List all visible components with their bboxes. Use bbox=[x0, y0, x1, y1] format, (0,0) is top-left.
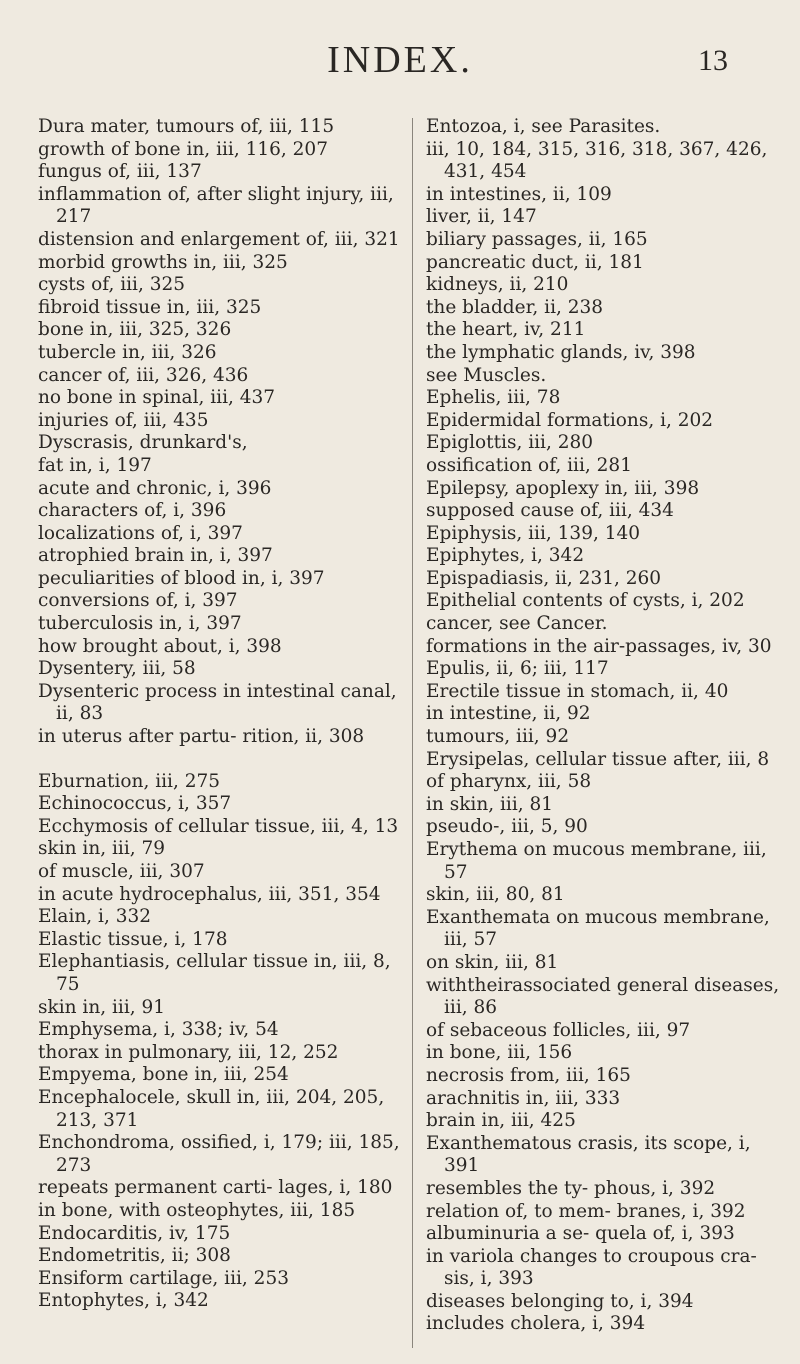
index-entry: Epidermidal formations, i, 202 bbox=[426, 409, 714, 431]
index-subentry: kidneys, ii, 210 bbox=[426, 274, 569, 296]
index-entry: Entophytes, i, 342 bbox=[38, 1290, 209, 1312]
index-subentry: of pharynx, iii, 58 bbox=[426, 771, 592, 793]
index-subentry: fibroid tissue in, iii, 325 bbox=[38, 296, 262, 318]
index-entry: Entozoa, i, see Parasites. bbox=[426, 116, 661, 137]
index-subentry: acute and chronic, i, 396 bbox=[38, 477, 272, 499]
index-subentry: supposed cause of, iii, 434 bbox=[426, 500, 674, 522]
left-column bbox=[38, 116, 406, 1313]
index-subentry: the lymphatic glands, iv, 398 bbox=[426, 341, 696, 363]
index-entry: Erectile tissue in stomach, ii, 40 bbox=[426, 680, 729, 702]
index-subentry: of muscle, iii, 307 bbox=[38, 861, 205, 882]
column-divider bbox=[412, 118, 413, 1348]
index-subentry: characters of, i, 396 bbox=[38, 500, 227, 522]
index-subentry: skin in, iii, 91 bbox=[38, 996, 166, 1018]
index-entry: Epithelial contents of cysts, i, 202 bbox=[426, 590, 745, 612]
index-subentry: ossification of, iii, 281 bbox=[426, 454, 632, 476]
index-subentry: growth of bone in, iii, 116, 207 bbox=[38, 138, 328, 160]
index-entry: Exanthematous crasis, its scope, i, 391 bbox=[426, 1132, 751, 1177]
index-subentry: in bone, iii, 156 bbox=[426, 1042, 573, 1064]
index-entry: Dura mater, tumours of, iii, 115 bbox=[38, 116, 335, 137]
index-subentry: resembles the ty- phous, i, 392 bbox=[426, 1177, 716, 1199]
index-entry: Dysenteric process in intestinal canal, ii, 83 bbox=[38, 680, 397, 725]
index-subentry: see Muscles. bbox=[426, 364, 547, 386]
index-entry: Epilepsy, apoplexy in, iii, 398 bbox=[426, 477, 700, 499]
index-subentry: formations in the air-passages, iv, 30 bbox=[426, 635, 772, 657]
index-subentry: cancer of, iii, 326, 436 bbox=[38, 364, 249, 386]
index-subentry: liver, ii, 147 bbox=[426, 206, 537, 228]
index-entry: Exanthemata on mucous membrane, iii, 57 bbox=[426, 906, 770, 951]
index-subentry: inflammation of, after slight injury, iii, 217 bbox=[38, 183, 394, 228]
index-entry: Eburnation, iii, 275 bbox=[38, 770, 221, 792]
index-entry: Encephalocele, skull in, iii, 204, 205, 213, 371 bbox=[38, 1086, 385, 1131]
index-entry: Elephantiasis, cellular tissue in, iii, 8, 75 bbox=[38, 951, 391, 995]
index-subentry: arachnitis in, iii, 333 bbox=[426, 1087, 621, 1109]
index-subentry: the bladder, ii, 238 bbox=[426, 296, 604, 318]
index-subentry: in intestines, ii, 109 bbox=[426, 183, 612, 205]
index-entry: Elastic tissue, i, 178 bbox=[38, 928, 228, 950]
index-entry: Epiphytes, i, 342 bbox=[426, 545, 585, 567]
index-subentry: relation of, to mem- branes, i, 392 bbox=[426, 1200, 746, 1222]
index-subentry: repeats permanent carti- lages, i, 180 bbox=[38, 1177, 393, 1199]
index-entry: Endometritis, ii; 308 bbox=[38, 1245, 231, 1267]
index-subentry: fungus of, iii, 137 bbox=[38, 161, 202, 183]
index-subentry: cysts of, iii, 325 bbox=[38, 274, 186, 296]
index-subentry: skin, iii, 80, 81 bbox=[426, 884, 565, 906]
index-subentry: necrosis from, iii, 165 bbox=[426, 1064, 631, 1086]
index-subentry: bone in, iii, 325, 326 bbox=[38, 319, 232, 341]
index-entry: Ecchymosis of cellular tissue, iii, 4, 13 bbox=[38, 815, 399, 837]
page-header bbox=[0, 38, 800, 98]
page-number: 13 bbox=[698, 44, 728, 77]
index-subentry: tumours, iii, 92 bbox=[426, 726, 570, 748]
index-entry: Elain, i, 332 bbox=[38, 906, 152, 928]
index-subentry: in intestine, ii, 92 bbox=[426, 703, 591, 725]
index-entry: Epiglottis, iii, 280 bbox=[426, 432, 594, 454]
index-subentry: no bone in spinal, iii, 437 bbox=[38, 387, 276, 409]
index-subentry: fat in, i, 197 bbox=[38, 454, 152, 476]
index-subentry: includes cholera, i, 394 bbox=[426, 1313, 646, 1335]
index-entry: Dyscrasis, drunkard's, bbox=[38, 432, 248, 454]
index-subentry: in acute hydrocephalus, iii, 351, 354 bbox=[38, 883, 381, 905]
index-subentry: diseases belonging to, i, 394 bbox=[426, 1290, 694, 1312]
index-subentry: atrophied brain in, i, 397 bbox=[38, 545, 273, 567]
index-subentry: tuberculosis in, i, 397 bbox=[38, 613, 242, 635]
index-entry: Enchondroma, ossified, i, 179; iii, 185, 273 bbox=[38, 1132, 400, 1176]
index-subentry: albuminuria a se- quela of, i, 393 bbox=[426, 1223, 735, 1245]
index-subentry: pseudo-, iii, 5, 90 bbox=[426, 816, 588, 838]
index-subentry: in bone, with osteophytes, iii, 185 bbox=[38, 1199, 356, 1221]
index-subentry: localizations of, i, 397 bbox=[38, 522, 243, 544]
entry-gap bbox=[38, 749, 406, 771]
index-entry: Epiphysis, iii, 139, 140 bbox=[426, 522, 641, 544]
index-subentry: on skin, iii, 81 bbox=[426, 951, 559, 973]
page-title: INDEX. bbox=[327, 39, 473, 81]
index-entry: Epispadiasis, ii, 231, 260 bbox=[426, 567, 662, 589]
index-entry: Erythema on mucous membrane, iii, 57 bbox=[426, 839, 767, 883]
right-column bbox=[426, 116, 782, 1336]
index-subentry: tubercle in, iii, 326 bbox=[38, 341, 217, 363]
index-subentry: pancreatic duct, ii, 181 bbox=[426, 251, 644, 273]
index-entry: Empyema, bone in, iii, 254 bbox=[38, 1064, 289, 1086]
index-subentry: iii, 10, 184, 315, 316, 318, 367, 426, 431, 454 bbox=[426, 138, 768, 183]
index-subentry: distension and enlargement of, iii, 321 bbox=[38, 228, 400, 250]
index-subentry: in skin, iii, 81 bbox=[426, 793, 554, 815]
index-subentry: in uterus after partu- rition, ii, 308 bbox=[38, 726, 365, 748]
index-subentry: morbid growths in, iii, 325 bbox=[38, 251, 288, 273]
index-entry: Emphysema, i, 338; iv, 54 bbox=[38, 1019, 279, 1041]
index-subentry: peculiarities of blood in, i, 397 bbox=[38, 567, 325, 589]
index-entry: Endocarditis, iv, 175 bbox=[38, 1222, 231, 1244]
index-subentry: the heart, iv, 211 bbox=[426, 319, 586, 341]
index-subentry: skin in, iii, 79 bbox=[38, 838, 166, 860]
index-entry: Ensiform cartilage, iii, 253 bbox=[38, 1267, 289, 1289]
index-subentry: biliary passages, ii, 165 bbox=[426, 228, 648, 250]
index-subentry: cancer, see Cancer. bbox=[426, 613, 608, 635]
index-entry: Erysipelas, cellular tissue after, iii, 8 bbox=[426, 748, 770, 770]
index-subentry: in variola changes to croupous cra- sis, i, 393 bbox=[426, 1245, 757, 1290]
index-entry: Dysentery, iii, 58 bbox=[38, 658, 196, 680]
index-subentry: of sebaceous follicles, iii, 97 bbox=[426, 1019, 691, 1041]
index-subentry: brain in, iii, 425 bbox=[426, 1110, 576, 1132]
index-entry: Ephelis, iii, 78 bbox=[426, 387, 561, 409]
index-subentry: injuries of, iii, 435 bbox=[38, 409, 209, 431]
index-subentry: conversions of, i, 397 bbox=[38, 590, 238, 612]
index-subentry: withtheirassociated general diseases, iii, 86 bbox=[426, 974, 780, 1019]
index-entry: Echinococcus, i, 357 bbox=[38, 793, 232, 815]
index-entry: Epulis, ii, 6; iii, 117 bbox=[426, 658, 609, 680]
index-subentry: thorax in pulmonary, iii, 12, 252 bbox=[38, 1041, 339, 1063]
index-subentry: how brought about, i, 398 bbox=[38, 635, 282, 657]
